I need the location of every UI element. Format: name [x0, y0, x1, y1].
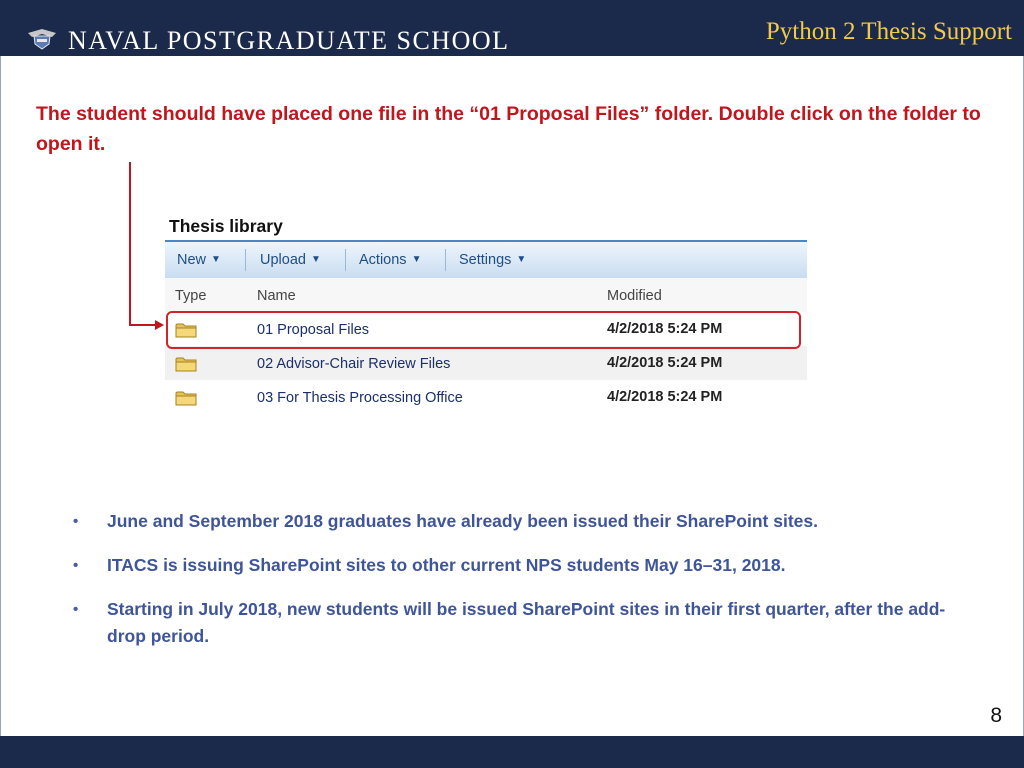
library-toolbar [165, 242, 807, 279]
bullet-text: Starting in July 2018, new students will be issued SharePoint sites in their first quarter, after the add-drop period. [107, 599, 946, 646]
app-title: Python 2 Thesis Support [765, 18, 1012, 45]
bullet-list [70, 508, 970, 667]
settings-label: Settings [459, 252, 512, 268]
bullet-icon: • [73, 513, 79, 530]
toolbar-separator [445, 249, 446, 271]
chevron-down-icon: ▼ [310, 254, 321, 265]
column-modified[interactable]: Modified [607, 288, 662, 304]
highlight-box [166, 311, 801, 349]
chevron-down-icon: ▼ [211, 254, 221, 265]
list-item [70, 552, 970, 579]
bullet-text: June and September 2018 graduates have already been issued their SharePoint sites. [107, 511, 818, 531]
file-name-link[interactable]: 03 For Thesis Processing Office [257, 390, 463, 406]
modified-date: 4/2/2018 5:24 PM [607, 355, 723, 371]
chevron-down-icon: ▼ [411, 254, 422, 265]
new-label: New [177, 252, 207, 268]
actions-button[interactable] [359, 251, 421, 271]
upload-button[interactable] [260, 251, 321, 271]
column-name[interactable]: Name [257, 288, 296, 304]
new-button[interactable] [177, 251, 221, 271]
actions-label: Actions [359, 252, 407, 268]
file-name-link[interactable]: 01 Proposal Files [257, 322, 370, 338]
upload-label: Upload [260, 252, 306, 268]
bullet-text: ITACS is issuing SharePoint sites to other current NPS students May 16–31, 2018. [107, 555, 786, 575]
column-header-row [165, 278, 807, 312]
file-name-link[interactable]: 02 Advisor-Chair Review Files [257, 356, 451, 372]
folder-icon[interactable] [175, 356, 197, 372]
header-bar [0, 0, 1024, 56]
page-number: 8 [990, 704, 1002, 727]
table-row[interactable] [165, 380, 807, 414]
folder-icon[interactable] [175, 390, 197, 406]
nps-crest-icon [26, 27, 58, 51]
footer-bar [0, 736, 1024, 768]
column-type[interactable]: Type [175, 288, 207, 304]
bullet-icon: • [73, 557, 79, 574]
toolbar-separator [245, 249, 246, 271]
bullet-icon: • [73, 601, 79, 618]
instruction-text: The student should have placed one file in the “01 Proposal Files” folder. Double click on the folder to open it. [36, 103, 981, 155]
list-item [70, 508, 970, 535]
table-row[interactable] [165, 346, 807, 380]
toolbar-separator [345, 249, 346, 271]
school-name: NAVAL POSTGRADUATE SCHOOL [68, 26, 510, 55]
modified-date: 4/2/2018 5:24 PM [607, 321, 723, 337]
modified-date: 4/2/2018 5:24 PM [607, 389, 723, 405]
library-title: Thesis library [169, 216, 283, 236]
settings-button[interactable] [459, 251, 526, 271]
chevron-down-icon: ▼ [516, 254, 527, 265]
list-item [70, 596, 970, 650]
